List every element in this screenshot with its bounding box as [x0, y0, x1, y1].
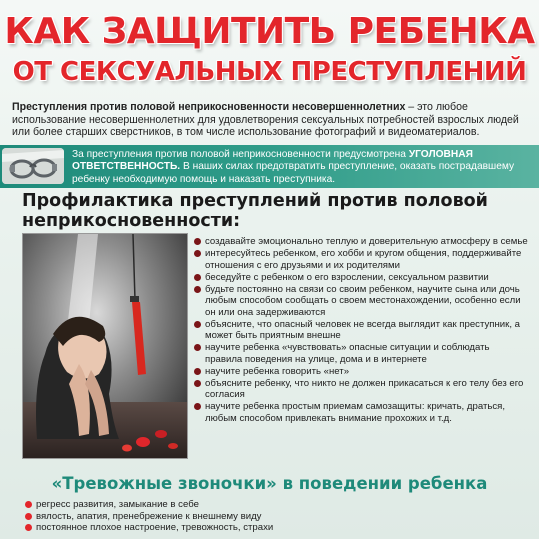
bullet-icon [194, 368, 201, 375]
bullet-icon [194, 250, 201, 257]
child-photo [22, 233, 188, 459]
list-item [193, 401, 529, 424]
tip-text: создавайте эмоционально теплую и доверительную атмосферу в семье [205, 236, 528, 247]
bullet-icon [194, 403, 201, 410]
tip-text: будьте постоянно на связи со своим ребенком, научите сына или дочь любым способом сообщать о своем местонахождении, особенно если он или она задерживаются [205, 283, 521, 318]
band-text-part1: За преступления против половой неприкосновенности предусмотрена [72, 149, 409, 160]
sign-text: постоянное плохое настроение, тревожность, страхи [36, 522, 274, 534]
list-item [193, 248, 529, 271]
bullet-icon [194, 380, 201, 387]
intro-bold-text: Преступления против половой неприкосновенности несовершеннолетних [12, 101, 406, 113]
tip-text: научите ребенка говорить «нет» [205, 365, 350, 377]
list-item [193, 366, 529, 378]
list-item [193, 378, 529, 401]
poster-title-line1: КАК ЗАЩИТИТЬ РЕБЕНКА [4, 11, 535, 52]
bullet-icon [25, 524, 32, 531]
list-item [193, 319, 529, 342]
list-item [24, 499, 524, 511]
tip-text: объясните, что опасный человек не всегда выглядит как преступник, а может быть приятным внешне [205, 318, 520, 341]
prevention-heading: Профилактика преступлений против половой неприкосновенности: [22, 191, 488, 231]
band-text-part2: В наших силах предотвратить преступление, оказать пострадавшему ребенку необходимую помощь и наказать преступника. [72, 161, 515, 185]
bullet-icon [194, 344, 201, 351]
poster-title-line2: ОТ СЕКСУАЛЬНЫХ ПРЕСТУПЛЕНИЙ [12, 57, 527, 87]
warning-signs-heading: «Тревожные звоночки» в поведении ребенка [51, 474, 488, 493]
bullet-icon [194, 238, 201, 245]
handcuffs-icon [2, 148, 64, 184]
tip-text: объясните ребенку, что никто не должен прикасаться к его телу без его согласия [205, 377, 524, 400]
tip-text: интересуйтесь ребенком, его хобби и кругом общения, поддерживайте отношения с его друзьями и их родителями [205, 248, 522, 271]
list-item [193, 236, 529, 248]
bullet-icon [194, 286, 201, 293]
list-item [24, 511, 524, 523]
bullet-icon [194, 274, 201, 281]
responsibility-text [72, 149, 527, 186]
list-item [193, 342, 529, 365]
intro-text: – это любое использование несовершеннолетних для удовлетворения сексуальных потребностей взрослых людей или более старших сверстников, в том числе использование фотографий и видеоматериалов. [12, 101, 519, 138]
list-item [24, 522, 524, 534]
intro-paragraph [12, 101, 526, 139]
bullet-icon [25, 513, 32, 520]
tip-text: научите ребенка «чувствовать» опасные ситуации и соблюдать правила поведения на улице, дома и в интернете [205, 342, 490, 365]
bullet-icon [25, 501, 32, 508]
bullet-icon [194, 321, 201, 328]
tip-text: научите ребенка простым приемам самозащиты: кричать, драться, любым способом привлекать внимание прохожих и т.д. [205, 401, 506, 424]
warning-signs-list [24, 499, 524, 534]
sign-text: регресс развития, замыкание в себе [36, 499, 199, 510]
prevention-tips-list [193, 236, 529, 425]
tip-text: беседуйте с ребенком о его взрослении, сексуальном развитии [205, 271, 489, 283]
criminal-liability-text: УГОЛОВНАЯ ОТВЕТСТВЕННОСТЬ. [72, 149, 473, 173]
list-item [193, 284, 529, 319]
sign-text: вялость, апатия, пренебрежение к внешнему виду [36, 510, 262, 522]
list-item [193, 272, 529, 284]
